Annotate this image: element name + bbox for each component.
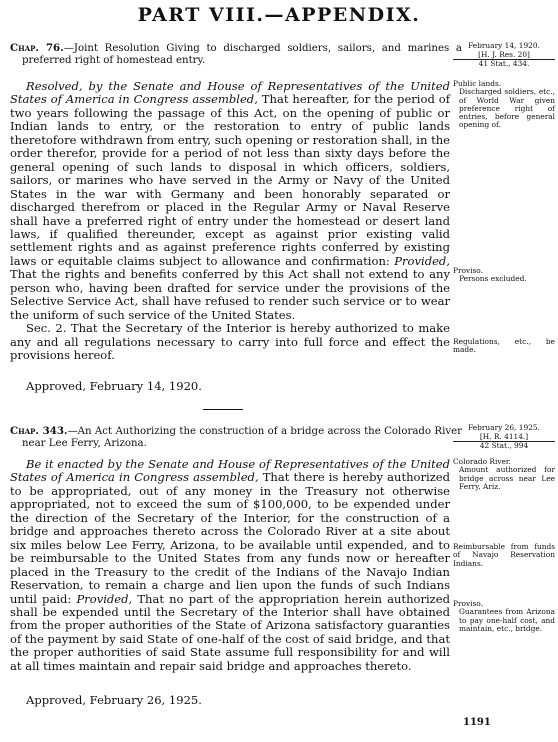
chapter-76-text-a: That hereafter, for the period of two years following the passage of this Act, on the opening of public or Indian lands to entry, or the restoration to entry of public lands theretofore withdrawn from entry, such opening or restoration shall, in the order therefor, provide for a period of not less than sixty days before the general opening of such lands to disposal in which officers, soldiers, sailors, or marines who have served in the Army or Navy of the United States in the war with Germany and been honorably separated or discharged therefrom or placed in the Regular Army or Naval Reserve shall have a preferred right of entry under the homestead or desert land laws, if qualified thereunder, except as against prior existing valid settlement rights and as against preference rights conferred by existing laws or equitable claims subject to allowance and confirmation: — [10, 92, 450, 268]
page-number: 1191 — [463, 717, 491, 728]
chapter-76-approved: Approved, February 14, 1920. — [26, 379, 202, 393]
chapter-343-cite-bill: [H. R. 4114.] — [479, 431, 529, 441]
chapter-76-proviso-word: Provided, — [394, 253, 450, 268]
chapter-343-title: —An Act Authorizing the construction of a bridge across the Colorado River near Lee Ferry, Arizona. — [22, 426, 462, 449]
chapter-343-enacting-clause: Be it enacted by the Senate and House of Representatives of the United States of America in Congress assembled, — [10, 457, 450, 485]
chapter-343-body — [10, 458, 450, 673]
chapter-76-text-b: That the rights and benefits conferred by this Act shall not extend to any person who, having been drafted for service under the provisions of the Selective Service Act, shall have refused to render such service or to wear the uniform of such service of the United States. — [10, 267, 450, 322]
chapter-343-citation — [453, 424, 555, 451]
chapter-76-section-2: Sec. 2. That the Secretary of the Interior is hereby authorized to make any and all regulations necessary to carry into full force and effect the provisions hereof. — [10, 321, 450, 363]
chapter-343-approved: Approved, February 26, 1925. — [26, 693, 202, 707]
note-head: Public lands. — [453, 79, 502, 88]
chapter-76-caption — [10, 43, 462, 66]
chapter-76-citation — [453, 42, 555, 69]
chapter-343-note-reimbursable: Reimbursable from funds of Navajo Reservation Indians. — [453, 542, 555, 568]
note-body: Guarantees from Arizona to pay one-half cost, and maintain, etc., bridge. — [459, 607, 555, 633]
chapter-76-number: Chap. 76. — [10, 42, 64, 54]
chapter-343-section — [10, 458, 450, 673]
chapter-76-cite-date: February 14, 1920. — [468, 41, 540, 50]
chapter-343-proviso-word: Provided, — [76, 591, 133, 606]
chapter-76-title: —Joint Resolution Giving to discharged soldiers, sailors, and marines a preferred right of homestead entry. — [22, 43, 463, 66]
chapter-343-note-colorado — [453, 458, 555, 491]
page-title: PART VIII.—APPENDIX. — [137, 4, 421, 26]
note-head: Colorado River. — [453, 457, 511, 466]
chapter-343-caption — [10, 426, 462, 449]
chapter-76-cite-statute: 41 Stat., 434. — [478, 59, 530, 69]
section-separator — [203, 409, 243, 410]
note-body: Discharged soldiers, etc., of World War given preference right of entries, before general opening of. — [459, 87, 555, 130]
chapter-76-enacting-clause: Resolved, by the Senate and House of Representatives of the United States of America in Congress assembled, — [10, 79, 450, 107]
chapter-343-number: Chap. 343. — [10, 425, 68, 437]
note-head: Proviso. — [453, 266, 483, 275]
note-body: Amount authorized for bridge across near Lee Ferry, Ariz. — [459, 465, 555, 491]
chapter-76-note-regulations: Regulations, etc., be made. — [453, 337, 555, 355]
chapter-343-note-proviso — [453, 600, 555, 633]
note-body: Persons excluded. — [459, 274, 527, 284]
chapter-76-cite-resolution: [H. J. Res. 20] — [478, 49, 530, 59]
chapter-343-cite-date: February 26, 1925. — [468, 423, 540, 432]
chapter-343-cite-statute: 42 Stat., 994 — [479, 441, 529, 451]
chapter-76-body — [10, 80, 450, 363]
chapter-76-note-proviso — [453, 267, 555, 284]
chapter-343-text-a: That there is hereby authorized to be appropriated, out of any money in the Treasury not otherwise appropriated, not to exceed the sum of $100,000, to be expended under the direction of the Secretary of the Interior, for the construction of a bridge and approaches thereto across the Colorado River at a site about six miles below Lee Ferry, Arizona, to be available until expended, and to be reimbursable to the United States from any funds now or hereafter placed in the Treasury to the credit of the Indians of the Navajo Indian Reservation, to remain a charge and lien upon the funds of such Indians until paid: — [10, 470, 451, 606]
note-head: Proviso. — [453, 599, 483, 608]
chapter-76-section-1 — [10, 80, 450, 322]
chapter-76-note-public-lands — [453, 80, 555, 130]
chapter-343-text-b: That no part of the appropriation herein authorized shall be expended until the Secretary of the Interior shall have obtained from the proper authorities of the State of Arizona satisfactory guaranties of the payment by said State of one-half of the cost of said bridge, and that the proper authorities of said State assume full responsibility for and will at all times maintain and repair said bridge and approaches thereto. — [10, 591, 450, 673]
